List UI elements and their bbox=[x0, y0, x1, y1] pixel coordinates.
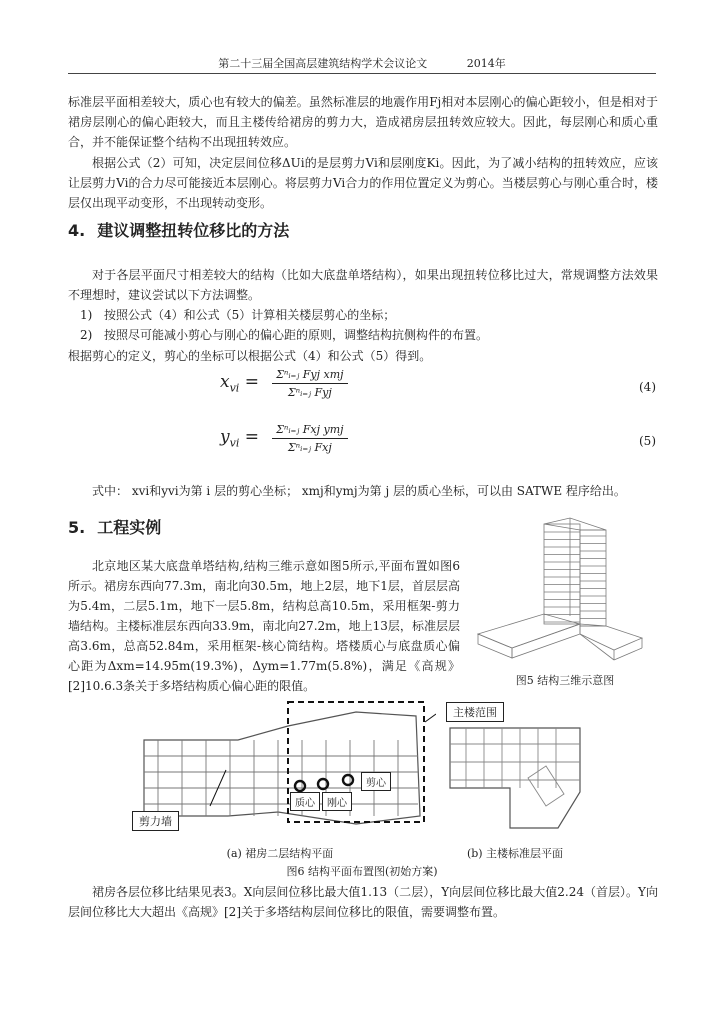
equation-4-numerator: Σⁿᵢ₌ⱼ Fyj xmj bbox=[272, 368, 347, 384]
section-5-number: 5. bbox=[68, 518, 86, 537]
list-item: 2) 按照尽可能减小剪心与刚心的偏心距的原则，调整结构抗侧构件的布置。 bbox=[80, 328, 489, 342]
rigid-center-marker bbox=[318, 779, 328, 789]
label-shear-center: 剪心 bbox=[361, 772, 391, 791]
paragraph-story-shear: 根据公式（2）可知，决定层间位移ΔUi的是层剪力Vi和层刚度Ki。因此，为了减小结构的扭转效应，应该让层剪力Vi的合力尽可能接近本层刚心。将层剪力Vi合力的作用位置定义为剪心。当楼层剪心与刚心重合时，楼层仅出现平动变形，不出现转动变形。 bbox=[68, 156, 658, 210]
equation-4: $x_{vi}$ = $\frac{\text{Σⁿᵢ₌ⱼ Fyj xmj}}{\text{Σⁿᵢ₌ⱼ Fyj}}$ bbox=[220, 368, 348, 399]
list-item: 1) 按照公式（4）和公式（5）计算相关楼层剪心的坐标； bbox=[80, 308, 396, 322]
mass-center-marker bbox=[295, 781, 305, 791]
paragraph-project-description: 北京地区某大底盘单塔结构,结构三维示意如图5所示,平面布置如图6所示。裙房东西向77.3m，南北向30.5m，地上2层，地下1层，首层层高为5.4m，二层5.1m，地下一层5.8m，结构总高10.5m，采用框架-剪力墙结构。主楼标准层东西向33.9m，南北向27.2m，地上13层，标准层层高3.6m，总高52.84m，采用框架-核心筒结构。塔楼质心与底盘质心偏心距为Δxm=14.95m(19.3%)，Δym=1.77m(5.8%)，满足《高规》[2]10.6.3条关于多塔结构质心偏心距的限值。 bbox=[68, 559, 460, 693]
figure-5-caption: 图5 结构三维示意图 bbox=[515, 674, 615, 687]
label-rigid-center: 刚心 bbox=[322, 792, 352, 811]
method-list bbox=[80, 305, 660, 345]
label-main-building-range: 主楼范围 bbox=[446, 702, 504, 722]
section-5-title: 工程实例 bbox=[97, 518, 162, 537]
paragraph-eccentricity: 标准层平面相差较大，质心也有较大的偏差。虽然标准层的地震作用Fj相对本层刚心的偏心距较小，但是相对于裙房层刚心的偏心距较大，而且主楼传给裙房的剪力大，造成裙房层扭转效应较大。因此，每层刚心和质心重合，并不能保证整个结构不出现扭转效应。 bbox=[68, 95, 658, 149]
equation-5-label: (5) bbox=[639, 434, 656, 448]
conference-title: 第二十三届全国高层建筑结构学术会议论文 bbox=[218, 57, 428, 70]
section-4-title: 建议调整扭转位移比的方法 bbox=[97, 221, 290, 240]
paragraph-method-intro: 对于各层平面尺寸相差较大的结构（比如大底盘单塔结构），如果出现扭转位移比过大，常规调整方法效果不理想时，建议尝试以下方法调整。 bbox=[68, 268, 658, 302]
equation-5-numerator: Σⁿᵢ₌ⱼ Fxj ymj bbox=[272, 423, 347, 439]
equation-4-label: (4) bbox=[639, 380, 656, 394]
figure-6b-tower-plan bbox=[440, 718, 590, 838]
equation-5-denominator: Σⁿᵢ₌ⱼ Fxj bbox=[287, 441, 332, 454]
shear-center-marker bbox=[343, 775, 353, 785]
paragraph-shear-center-def: 根据剪心的定义，剪心的坐标可以根据公式（4）和公式（5）得到。 bbox=[68, 349, 432, 363]
figure-5-3d-structure bbox=[472, 516, 658, 666]
equation-5: $y_{vi}$ = $\frac{\text{Σⁿᵢ₌ⱼ Fxj ymj}}{\text{Σⁿᵢ₌ⱼ Fxj}}$ bbox=[220, 423, 348, 454]
section-4-heading bbox=[68, 218, 289, 241]
figure-6b-subcaption: (b) 主楼标准层平面 bbox=[466, 847, 564, 860]
equation-4-denominator: Σⁿᵢ₌ⱼ Fyj bbox=[287, 386, 332, 399]
section-5-heading bbox=[68, 515, 161, 538]
label-mass-center: 质心 bbox=[290, 792, 320, 811]
section-4-number: 4. bbox=[68, 221, 86, 240]
paragraph-symbol-definitions: 式中： xvi和yvi为第 i 层的剪心坐标； xmj和ymj为第 j 层的质心坐标，可以由 SATWE 程序给出。 bbox=[92, 484, 626, 498]
paragraph-displacement-ratio-results: 裙房各层位移比结果见表3。X向层间位移比最大值1.13（二层），Y向层间位移比最大值2.24（首层）。Y向层间位移比大大超出《高规》[2]关于多塔结构层间位移比的限值，需要调整布置。 bbox=[68, 885, 658, 919]
label-shear-wall: 剪力墙 bbox=[132, 811, 179, 831]
header-year: 2014年 bbox=[466, 57, 506, 70]
running-header bbox=[68, 57, 656, 74]
figure-6a-subcaption: (a) 裙房二层结构平面 bbox=[226, 847, 334, 860]
figure-6-caption: 图6 结构平面布置图(初始方案) bbox=[286, 865, 438, 878]
